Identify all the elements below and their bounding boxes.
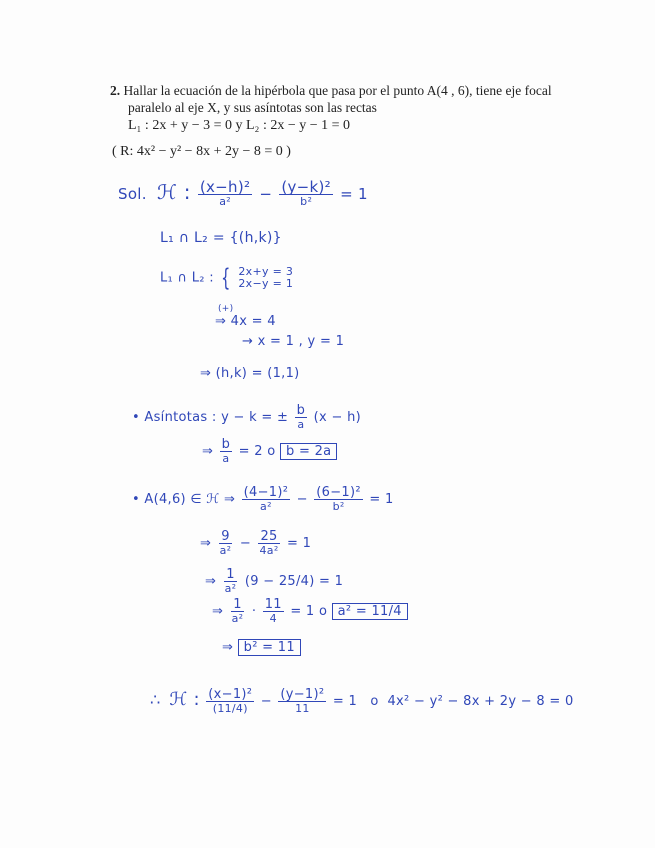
problem-line-1 [110,83,552,99]
boxed-b-squared: b² = 11 [238,639,301,656]
problem-lines-equations: L₁ : 2x + y − 3 = 0 y L₂ : 2x − y − 1 = 0 [128,118,351,133]
step-substitute-b: ⇒ $\frac{9}{\text{a²}}$ − $\frac{25}{\text{4a²}}$ = 1 [200,529,312,557]
center-result: ⇒ (h,k) = (1,1) [200,366,300,381]
fraction-x-term: $\frac{\text{(x−h)²}}{\text{a²}}$ [199,178,251,208]
sol-label: Sol. [118,185,147,203]
problem-line-2: paralelo al eje X, y sus asíntotas son las rectas [128,100,377,115]
solution-hyperbola-equation: Sol. ℋ : $\frac{\text{(x−h)²}}{\text{a²}}$ − $\frac{\text{(y−k)²}}{\text{b²}}$ = 1 [118,178,368,208]
step-x-y: → x = 1 , y = 1 [242,334,345,349]
ratio-b-a: ⇒ $\frac{b}{a}$ = 2 o b = 2a [202,438,337,465]
step-a-squared: ⇒ $\frac{1}{\text{a²}}$ · $\frac{11}{4}$ = 1 o a² = 11/4 [212,598,408,625]
asymptotes-equation: • Asíntotas : y − k = ± $\frac{b}{a}$ (x − h) [132,403,361,431]
fraction-y-term: $\frac{\text{(y−k)²}}{\text{b²}}$ [281,178,331,208]
intersection-definition: L₁ ∩ L₂ = {(h,k)} [160,230,282,246]
system-of-equations: L₁ ∩ L₂ : { 2x+y = 3 2x−y = 1 [160,264,294,292]
problem-answer: ( R: 4x² − y² − 8x + 2y − 8 = 0 ) [112,144,291,159]
step-b-squared: ⇒ b² = 11 [222,640,301,655]
hyperbola-symbol: ℋ : [156,180,191,204]
boxed-b-equals-2a: b = 2a [280,443,337,460]
problem-text-1: Hallar la ecuación de la hipérbola que pasa por el punto A(4 , 6), tiene eje focal [123,83,552,98]
step-4x: ⇒ 4x = 4 [215,314,276,329]
left-brace-icon: { [221,264,231,292]
boxed-a-squared: a² = 11/4 [332,603,408,620]
sum-mark: (+) [218,304,234,314]
system-stack: 2x+y = 3 2x−y = 1 [238,265,294,290]
final-equation: ∴ ℋ : $\frac{\text{(x−1)²}}{(11/4)}$ − $\frac{\text{(y−1)²}}{11}$ = 1 o 4x² − y² − 8x + 2y − 8 = 0 [150,687,574,715]
final-general-form: 4x² − y² − 8x + 2y − 8 = 0 [387,694,574,709]
problem-number: 2. [110,83,121,98]
point-substitution: • A(4,6) ∈ ℋ ⇒ $\frac{\text{(4−1)²}}{\text{a²}}$ − $\frac{\text{(6−1)²}}{\text{b²}}$ = 1 [132,485,394,513]
step-factor: ⇒ $\frac{1}{\text{a²}}$ (9 − 25/4) = 1 [205,567,344,595]
